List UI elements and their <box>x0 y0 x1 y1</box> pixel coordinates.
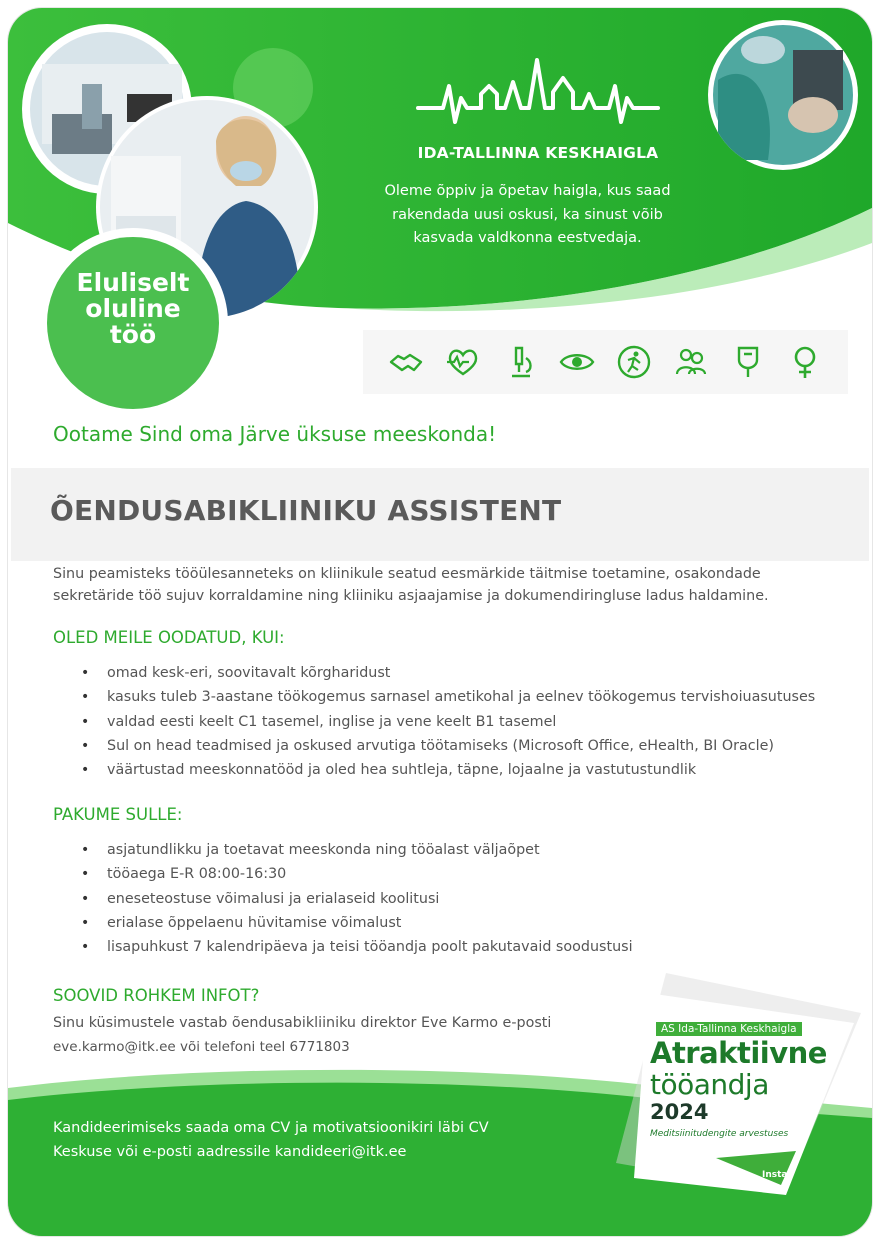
instar-logo: Instar <box>762 1170 792 1180</box>
list-item: • erialase õppelaenu hüvitamise võimalust <box>53 911 843 935</box>
badge-text <box>48 270 218 348</box>
badge-line-3: töö <box>109 320 157 349</box>
badge-line-2: oluline <box>85 294 181 323</box>
iv-drip-icon <box>730 344 766 380</box>
offer-list <box>53 838 843 959</box>
award-company: AS Ida-Tallinna Keskhaigla <box>656 1022 802 1036</box>
skyline-ecg-icon <box>413 56 663 136</box>
list-item: • Sul on head teadmised ja oskused arvutiga töötamiseks (Microsoft Office, eHealth, BI Oracle) <box>53 734 843 758</box>
job-description: Sinu peamisteks tööülesanneteks on kliinikule seatud eesmärkide täitmise toetamine, osakondade sekretäride töö sujuv korraldamine ning kliiniku asjaajamise ja dokumendiringluse ladus haldamine. <box>53 566 769 604</box>
runner-icon <box>616 344 652 380</box>
hospital-name: IDA-TALLINNA KESKHAIGLA <box>417 144 659 162</box>
requirements-heading: OLED MEILE OODATUD, KUI: <box>53 628 285 647</box>
award-title-2: tööandja <box>650 1068 769 1101</box>
contact-line: Sinu küsimustele vastab õendusabikliiniku direktor Eve Karmo e-posti <box>53 1015 552 1031</box>
handshake-icon <box>388 344 424 380</box>
job-title: ÕENDUSABIKLIINIKU ASSISTENT <box>50 494 562 527</box>
info-heading: SOOVID ROHKEM INFOT? <box>53 986 260 1005</box>
award-title-1: Atraktiivne <box>650 1036 827 1070</box>
award-subtitle: Meditsiinitudengite arvestuses <box>650 1129 789 1139</box>
requirements-list <box>53 661 843 782</box>
email-link[interactable]: eve.karmo@itk.ee <box>53 1039 176 1055</box>
list-item: • omad kesk-eri, soovitavalt kõrgharidust <box>53 661 843 685</box>
group-icon <box>673 344 709 380</box>
list-item: • kasuks tuleb 3-aastane töökogemus sarnasel ametikohal ja eelnev töökogemus tervishoiuasutuses <box>53 685 843 709</box>
contact-info <box>53 1011 551 1059</box>
female-symbol-icon <box>787 344 823 380</box>
intro-heading: Ootame Sind oma Järve üksuse meeskonda! <box>53 422 497 446</box>
list-item: • valdad eesti keelt C1 tasemel, inglise ja vene keelt B1 tasemel <box>53 710 843 734</box>
microscope-icon <box>502 344 538 380</box>
list-item: • asjatundlikku ja toetavat meeskonda ning tööalast väljaõpet <box>53 838 843 862</box>
specialty-icons-row <box>363 330 848 394</box>
tagline: Oleme õppiv ja õpetav haigla, kus saad rakendada uusi oskusi, ka sinust võib kasvada valdkonna eestvedaja. <box>384 183 671 246</box>
phone-text: või telefoni teel 6771803 <box>175 1039 350 1055</box>
badge-line-1: Eluliselt <box>76 268 190 297</box>
list-item: • eneseteostuse võimalusi ja erialaseid koolitusi <box>53 887 843 911</box>
footer-line-2: Keskuse või e-posti aadressile kandideeri@itk.ee <box>53 1144 407 1160</box>
list-item: • tööaega E-R 08:00-16:30 <box>53 862 843 886</box>
list-item: • väärtustad meeskonnatööd ja oled hea suhtleja, täpne, lojaalne ja vastutustundlik <box>53 758 843 782</box>
award-year: 2024 <box>650 1100 709 1124</box>
footer-line-1: Kandideerimiseks saada oma CV ja motivatsioonikiri läbi CV <box>53 1120 489 1136</box>
surgery-photo <box>708 20 858 170</box>
heart-pulse-icon <box>445 344 481 380</box>
contact-line-2 <box>53 1035 551 1059</box>
job-ad-page <box>8 8 872 1236</box>
offer-heading: PAKUME SULLE: <box>53 805 183 824</box>
application-info <box>53 1116 573 1164</box>
header <box>8 8 872 403</box>
list-item: • lisapuhkust 7 kalendripäeva ja teisi tööandja poolt pakutavaid soodustusi <box>53 935 843 959</box>
eye-icon <box>559 344 595 380</box>
hospital-logo <box>403 56 673 162</box>
